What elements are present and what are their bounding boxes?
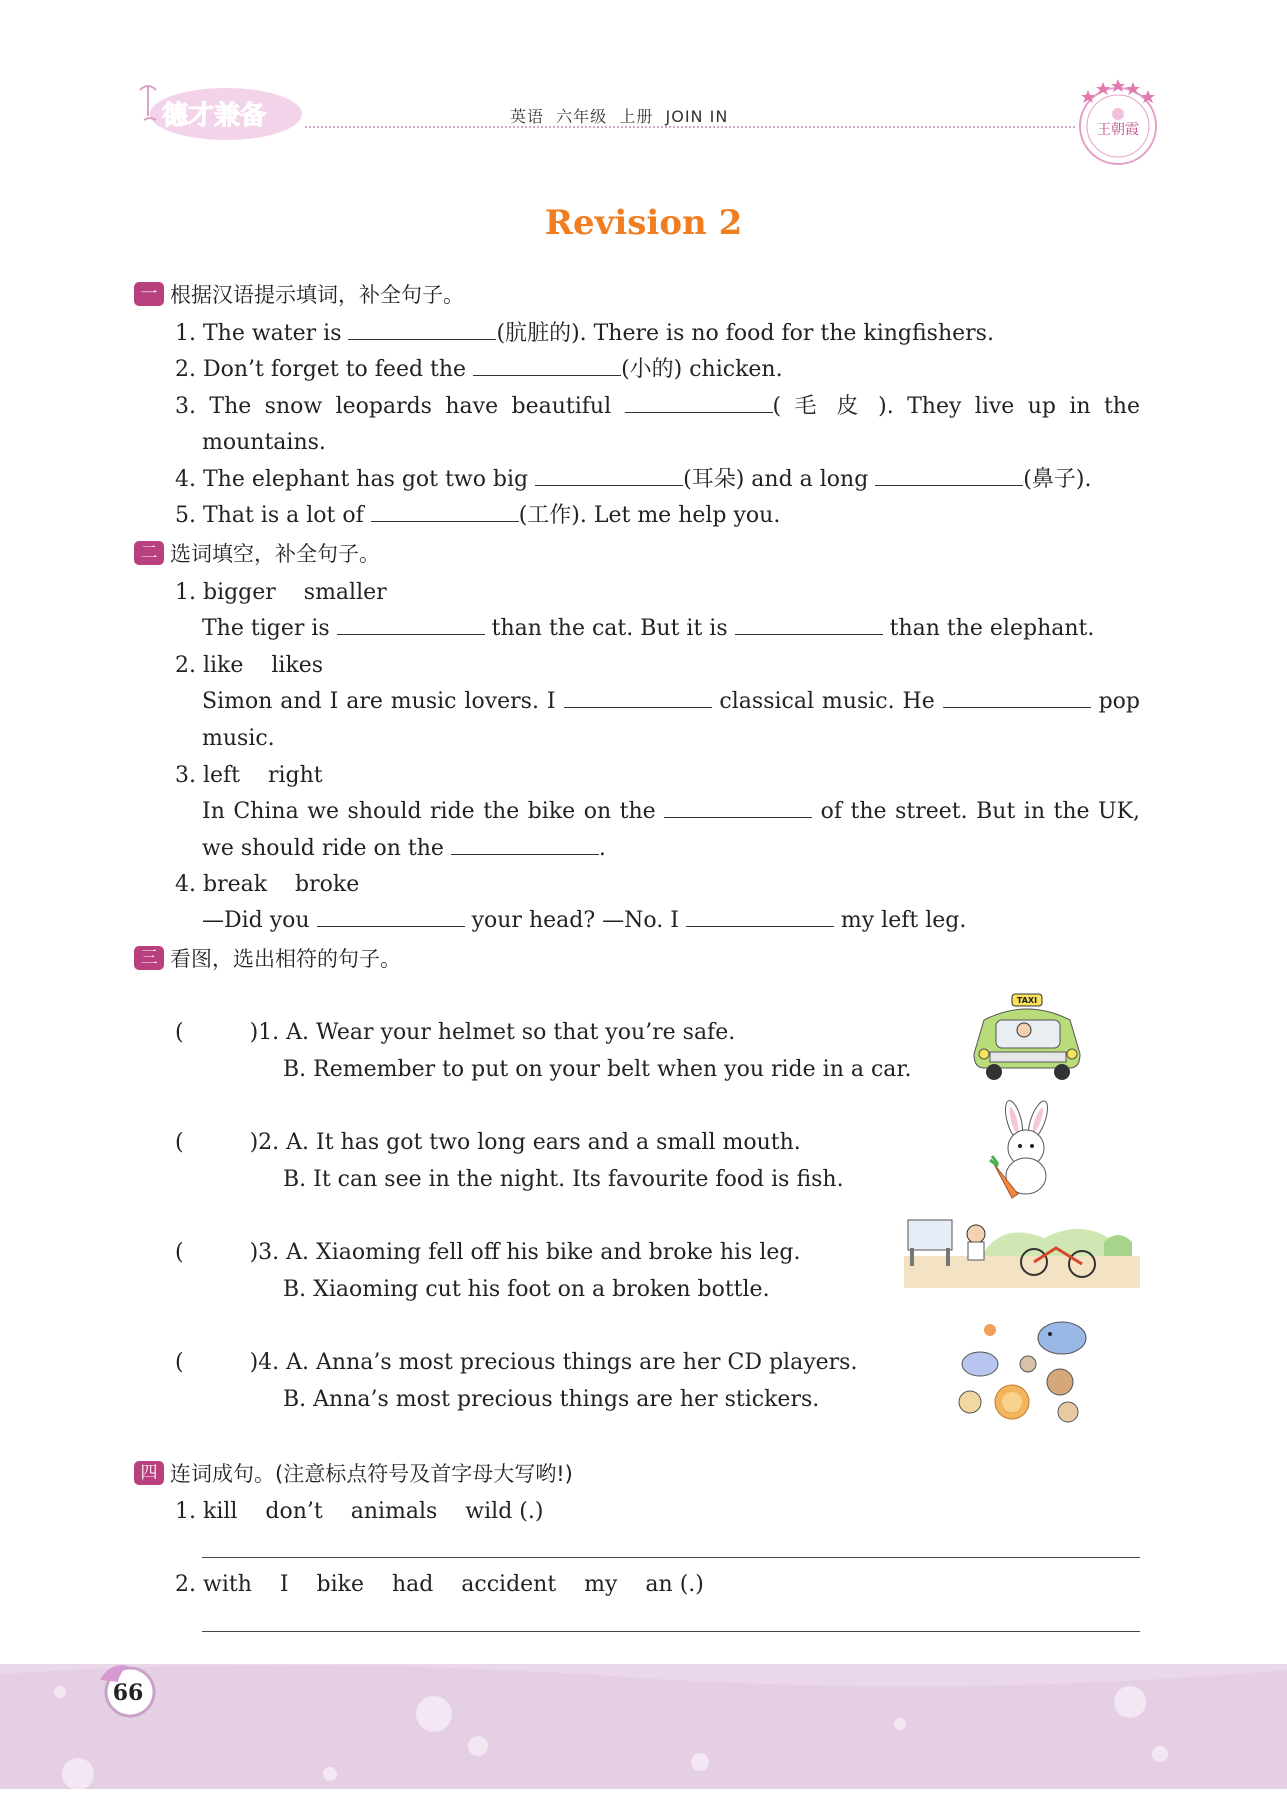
s3-item-1-option-b: B. Remember to put on your belt when you ride in a car. [283, 1057, 912, 1082]
s3-item-2-option-b: B. It can see in the night. Its favourite food is fish. [283, 1167, 844, 1192]
section-3-heading: 三 看图，选出相符的句子。 [134, 945, 401, 973]
section-2-number: 二 [134, 541, 164, 565]
s3-item-3-option-b: B. Xiaoming cut his foot on a broken bottle. [283, 1277, 770, 1302]
s2-item-1-words: 1. bigger smaller [175, 580, 387, 605]
s2-item-2: Simon and I are music lovers. I classical music. He pop [202, 689, 1140, 714]
section-4-number: 四 [134, 1461, 164, 1485]
section-1-heading: 一 根据汉语提示填词，补全句子。 [134, 281, 464, 309]
answer-blank[interactable] [943, 687, 1091, 708]
s2-item-3-words: 3. left right [175, 763, 323, 788]
s3-item-4-question: ( )4. A. Anna’s most precious things are her CD players. [175, 1350, 858, 1375]
page-number-badge [96, 1660, 162, 1718]
s4-item-1: 1. kill don’t animals wild (.) [175, 1499, 544, 1524]
s4-item-2: 2. with I bike had accident my an (.) [175, 1572, 704, 1597]
s2-item-4-words: 4. break broke [175, 872, 360, 897]
answer-blank[interactable] [564, 687, 712, 708]
answer-blank[interactable] [735, 614, 883, 635]
answer-blank[interactable] [664, 797, 812, 818]
brand-logo [126, 80, 304, 144]
taxi-sign: TAXI [1016, 996, 1038, 1005]
s1-item-2: 2. Don’t forget to feed the (小的) chicken. [175, 357, 783, 382]
footer-band [0, 1664, 1287, 1789]
s4-answer-line-1[interactable] [202, 1557, 1140, 1558]
s4-answer-line-2[interactable] [202, 1631, 1140, 1632]
seal-text: 王朝霞 [1097, 122, 1139, 138]
s2-item-3: In China we should ride the bike on the of the street. But in the UK, [202, 799, 1140, 824]
logo-text: 德才兼备 [161, 101, 267, 131]
s2-item-1: The tiger is than the cat. But it is than the elephant. [202, 616, 1095, 641]
answer-blank[interactable] [451, 834, 599, 855]
header-subject-line: 英语 六年级 上册 JOIN IN [510, 107, 729, 126]
s2-item-2-cont: music. [202, 726, 275, 751]
s1-item-4: 4. The elephant has got two big (耳朵) and a long (鼻子). [175, 467, 1092, 492]
s3-item-4-option-b: B. Anna’s most precious things are her stickers. [283, 1387, 820, 1412]
answer-blank[interactable] [317, 906, 465, 927]
s2-item-4: —Did you your head? —No. I my left leg. [202, 908, 967, 933]
stickers-picture [950, 1316, 1100, 1424]
section-2-heading: 二 选词填空，补全句子。 [134, 540, 380, 568]
answer-blank[interactable] [371, 501, 519, 522]
s3-item-1-question: ( )1. A. Wear your helmet so that you’re safe. [175, 1020, 736, 1045]
page-number: 66 [112, 1680, 144, 1706]
answer-blank[interactable] [473, 355, 621, 376]
answer-blank[interactable] [337, 614, 485, 635]
bike-accident-picture [904, 1212, 1140, 1288]
answer-blank[interactable] [875, 465, 1023, 486]
section-3-number: 三 [134, 946, 164, 970]
answer-blank[interactable] [535, 465, 683, 486]
page-title: Revision 2 [544, 203, 743, 243]
answer-blank[interactable] [348, 319, 496, 340]
s1-item-3-cont: mountains. [202, 430, 326, 455]
s3-item-2-question: ( )2. A. It has got two long ears and a small mouth. [175, 1130, 801, 1155]
s2-item-2-words: 2. like likes [175, 653, 324, 678]
s1-item-1: 1. The water is (肮脏的). There is no food for the kingfishers. [175, 321, 994, 346]
answer-blank[interactable] [625, 392, 773, 413]
s1-item-5: 5. That is a lot of (工作). Let me help you. [175, 503, 781, 528]
answer-blank[interactable] [686, 906, 834, 927]
s2-item-3-cont: we should ride on the . [202, 836, 606, 861]
seal-logo [1072, 76, 1164, 168]
section-1-number: 一 [134, 282, 164, 306]
s3-item-3-question: ( )3. A. Xiaoming fell off his bike and broke his leg. [175, 1240, 801, 1265]
taxi-picture [966, 990, 1090, 1090]
rabbit-picture [980, 1098, 1072, 1204]
section-4-heading: 四 连词成句。(注意标点符号及首字母大写哟!) [134, 1460, 573, 1488]
s1-item-3: 3. The snow leopards have beautiful ( 毛 皮 ). They live up in the [175, 394, 1140, 419]
